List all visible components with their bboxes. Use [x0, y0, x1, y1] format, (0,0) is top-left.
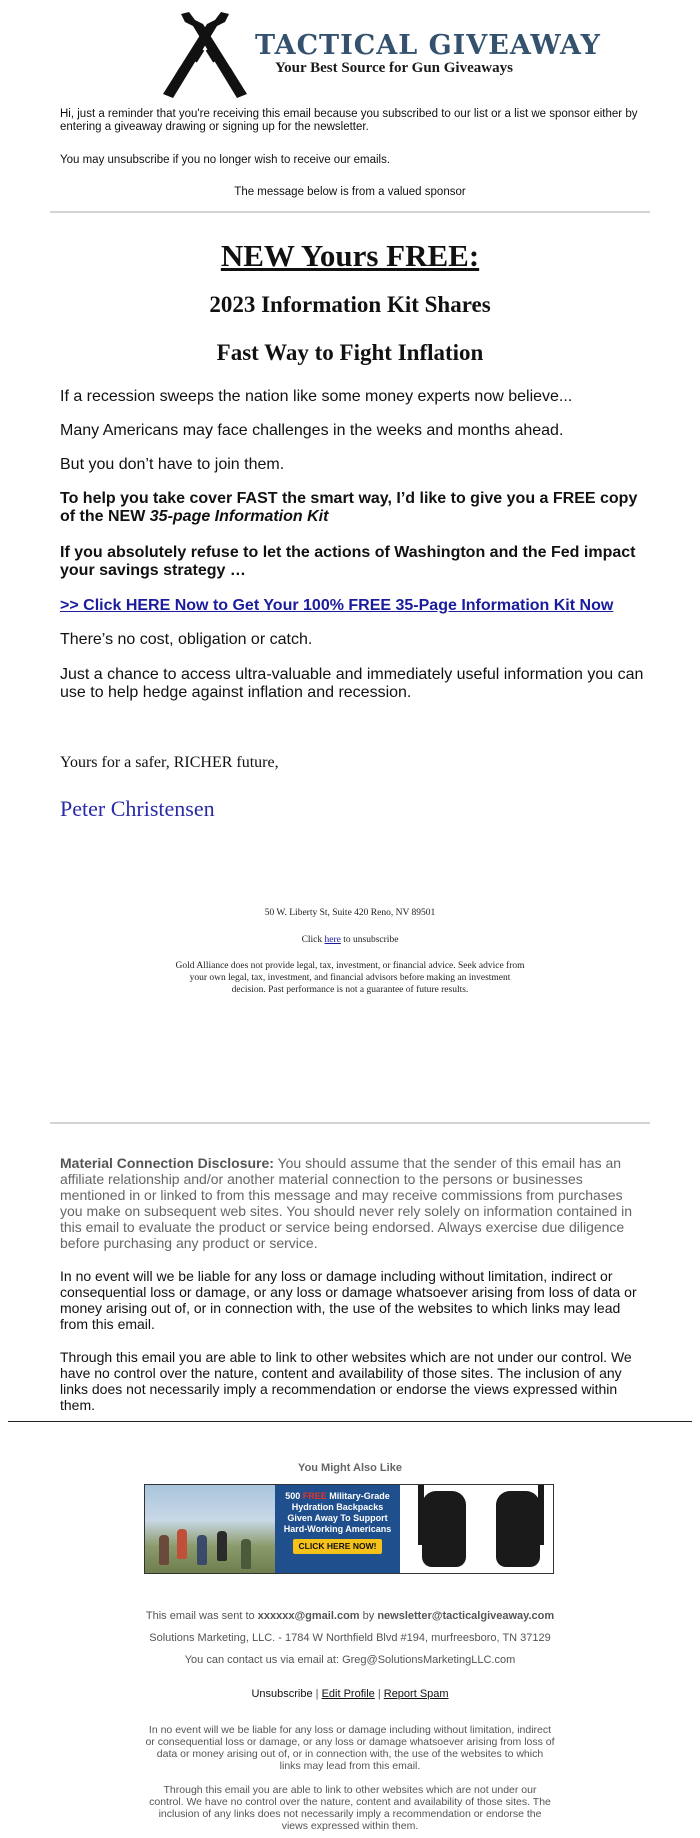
- banner-line-4: Hard-Working Americans: [283, 1524, 392, 1534]
- report-spam-link[interactable]: Report Spam: [383, 1688, 449, 1700]
- sponsor-legal: Gold Alliance does not provide legal, tax, investment, or financial advice. Seek advice from your own legal, tax, investment, and financial advisors before making an investment decision. Past performance is not a guarantee of future results.: [175, 961, 525, 995]
- hikers-photo: [145, 1485, 275, 1573]
- offer-subhead-1: 2023 Information Kit Shares: [209, 292, 491, 317]
- offer-paragraph-3: But you don’t have to join them.: [60, 456, 285, 473]
- contact-line: You can contact us via email at: Greg@SolutionsMarketingLLC.com: [184, 1654, 516, 1666]
- brand-logo: [155, 8, 601, 100]
- sponsor-address: 50 W. Liberty St, Suite 420 Reno, NV 89501: [264, 908, 436, 918]
- backpack-icon: [496, 1491, 540, 1567]
- promo-banner[interactable]: [144, 1484, 554, 1574]
- banner-line-2: Hydration Backpacks: [291, 1502, 384, 1512]
- disclosure-text: You should assume that the sender of this email has an affiliate relationship and/or another material connection to the persons or businesses mentioned in or linked to from this message and may receive commissions from purchases you make on subsequent web sites. You should never rely solely on information contained in this email to evaluate the product or service being endorsed. Always exercise due diligence before purchasing any product or service.: [60, 1155, 633, 1251]
- cta-paragraph: [60, 597, 650, 615]
- offer-headline: NEW Yours FREE:: [220, 238, 480, 273]
- full-width-rule: [8, 1421, 692, 1422]
- divider: [50, 211, 650, 213]
- banner-cta-button[interactable]: CLICK HERE NOW!: [293, 1539, 383, 1554]
- sent-to-line: This email was sent to xxxxxx@gmail.com by newsletter@tacticalgiveaway.com: [145, 1610, 555, 1622]
- logo-subtitle: Your Best Source for Gun Giveaways: [275, 60, 513, 76]
- divider: [50, 1122, 650, 1124]
- offer-subhead-2: Fast Way to Fight Inflation: [216, 340, 484, 365]
- logo-title: TACTICAL GIVEAWAY: [255, 30, 601, 61]
- company-address: Solutions Marketing, LLC. - 1784 W Northfield Blvd #194, murfreesboro, TN 37129: [149, 1632, 551, 1644]
- offer-paragraph-4-italic: 35-page Information Kit: [149, 508, 329, 525]
- external-links-notice: Through this email you are able to link to other websites which are not under our control. We have no control over the nature, content and availability of those sites. The inclusion of any links does not necessarily imply a recommendation or endorse the views expressed within them.: [60, 1349, 632, 1413]
- offer-paragraph-4-text: To help you take cover FAST the smart way, I’d like to give you a FREE copy of the NEW: [60, 490, 638, 525]
- banner-line-3: Given Away To Support: [287, 1513, 388, 1523]
- footer-liability: In no event will we be liable for any loss or damage including without limitation, indirect or consequential loss or damage, or any loss or damage whatsoever arising from loss of data or money arising out of, or in connection with, the use of the websites to which links may lead from this email.: [145, 1724, 555, 1772]
- banner-line-1: 500 FREE Military-Grade: [285, 1491, 390, 1501]
- also-like-heading: You Might Also Like: [298, 1462, 402, 1474]
- disclosure-label: Material Connection Disclosure:: [60, 1155, 274, 1171]
- recipient-email: xxxxxx@gmail.com: [257, 1610, 360, 1622]
- unsubscribe-link[interactable]: Unsubscribe: [251, 1688, 313, 1700]
- edit-profile-link[interactable]: Edit Profile: [321, 1688, 375, 1700]
- offer-paragraph-7: Just a chance to access ultra-valuable and immediately useful information you can use to help hedge against inflation and recession.: [60, 666, 644, 701]
- offer-paragraph-6: There’s no cost, obligation or catch.: [60, 631, 313, 648]
- closing-line: Yours for a safer, RICHER future,: [60, 754, 279, 771]
- material-disclosure: [60, 1155, 645, 1251]
- sponsor-unsubscribe-link[interactable]: here: [324, 935, 341, 945]
- offer-paragraph-4: [60, 490, 650, 526]
- cta-link[interactable]: >> Click HERE Now to Get Your 100% FREE 35-Page Information Kit Now: [60, 597, 614, 614]
- offer-paragraph-5: If you absolutely refuse to let the actions of Washington and the Fed impact your savings strategy …: [60, 544, 636, 579]
- footer-external-links: Through this email you are able to link to other websites which are not under our control. We have no control over the nature, content and availability of those sites. The inclusion of any links does not necessarily imply a recommendation or endorse the views expressed within them.: [149, 1784, 551, 1832]
- to-unsubscribe-text: to unsubscribe: [343, 935, 399, 945]
- sender-email: newsletter@tacticalgiveaway.com: [377, 1610, 555, 1622]
- banner-text-panel: [275, 1485, 400, 1573]
- signature: Peter Christensen: [60, 796, 215, 821]
- crossed-rifles-icon: [155, 8, 255, 100]
- sponsor-note: The message below is from a valued sponsor: [234, 186, 466, 198]
- offer-paragraph-1: If a recession sweeps the nation like some money experts now believe...: [60, 388, 573, 405]
- unsubscribe-note: You may unsubscribe if you no longer wish to receive our emails.: [60, 154, 391, 166]
- click-text: Click: [301, 935, 323, 945]
- subscription-reminder: Hi, just a reminder that you're receiving this email because you subscribed to our list or a list we sponsor either by entering a giveaway drawing or signing up for the newsletter.: [60, 108, 638, 133]
- offer-paragraph-2: Many Americans may face challenges in the weeks and months ahead.: [60, 422, 564, 439]
- footer-links: Unsubscribe | Edit Profile | Report Spam: [251, 1688, 449, 1700]
- backpack-icon: [422, 1491, 466, 1567]
- sponsor-unsubscribe: [0, 934, 700, 946]
- backpacks-image: [400, 1485, 553, 1573]
- liability-notice: In no event will we be liable for any loss or damage including without limitation, indirect or consequential loss or damage, or any loss or damage whatsoever arising from loss of data or money arising out of, or in connection with, the use of the websites to which links may lead from this email.: [60, 1268, 637, 1332]
